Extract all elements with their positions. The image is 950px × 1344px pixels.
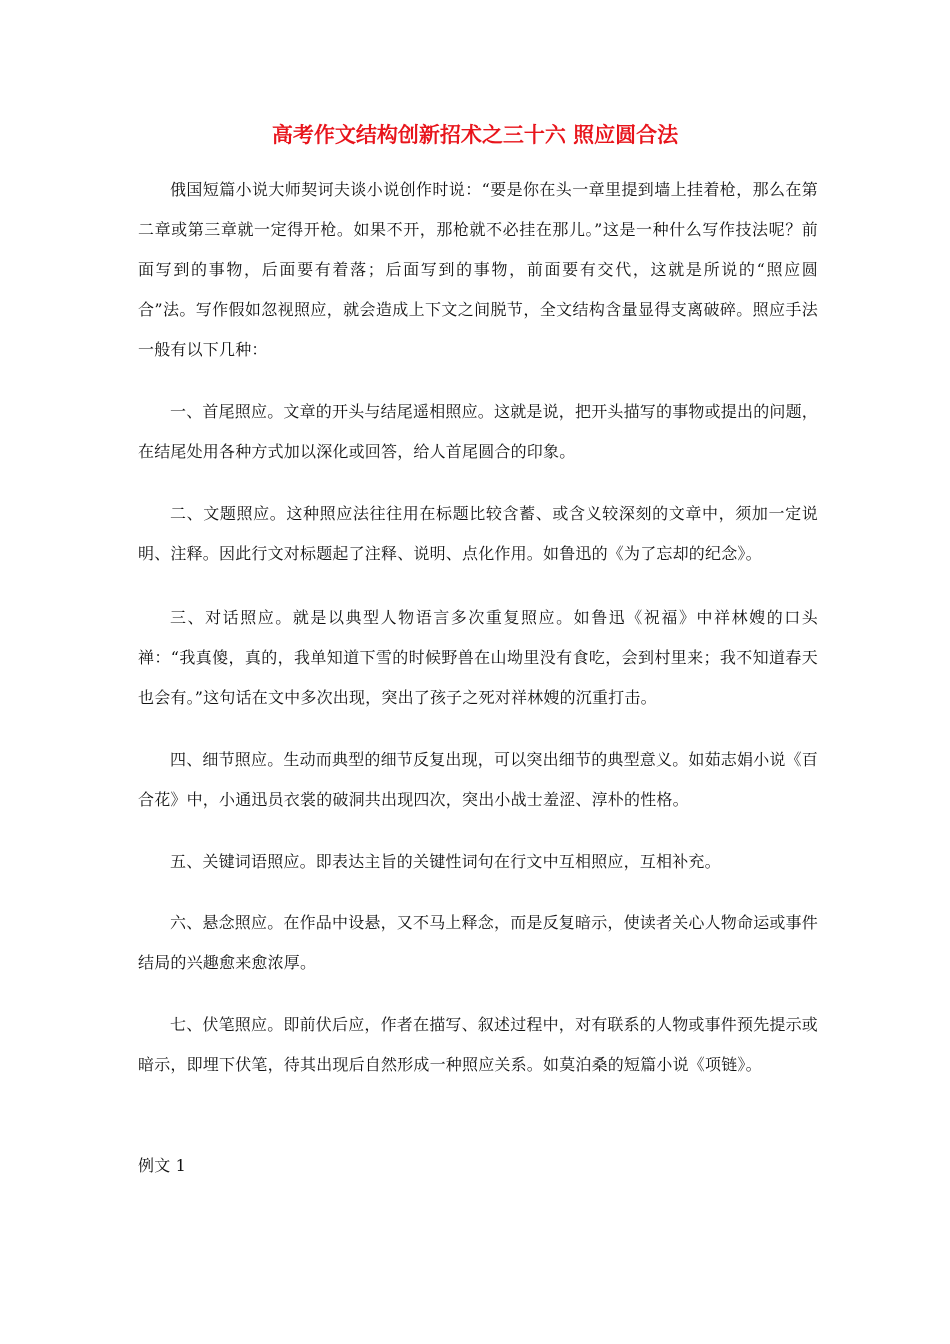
paragraph-dialogue-echo: 三、对话照应。就是以典型人物语言多次重复照应。如鲁迅《祝福》中祥林嫂的口头禅：“我真傻，真的，我单知道下雪的时候野兽在山坳里没有食吃，会到村里来；我不知道春天也会有。”这句话在文中多次出现，突出了孩子之死对祥林嫂的沉重打击。 (138, 608, 818, 707)
paragraph-foreshadow-echo: 七、伏笔照应。即前伏后应，作者在描写、叙述过程中，对有联系的人物或事件预先提示或暗示，即埋下伏笔，待其出现后自然形成一种照应关系。如莫泊桑的短篇小说《项链》。 (138, 1015, 819, 1074)
intro-paragraph: 俄国短篇小说大师契诃夫谈小说创作时说：“要是你在头一章里提到墙上挂着枪，那么在第二章或第三章就一定得开枪。如果不开，那枪就不必挂在那儿。”这是一种什么写作技法呢？前面写到的事物，后面要有着落；后面写到的事物，前面要有交代，这就是所说的“照应圆合”法。写作假如忽视照应，就会造成上下文之间脱节，全文结构含量显得支离破碎。照应手法一般有以下几种： (138, 180, 818, 359)
paragraph-title-echo: 二、文题照应。这种照应法往往用在标题比较含蓄、或含义较深刻的文章中，须加一定说明、注释。因此行文对标题起了注释、说明、点化作用。如鲁迅的《为了忘却的纪念》。 (138, 504, 818, 563)
example-label: 例文 1 (138, 1156, 187, 1175)
paragraph-detail-echo: 四、细节照应。生动而典型的细节反复出现，可以突出细节的典型意义。如茹志娟小说《百合花》中，小通迅员衣裳的破洞共出现四次，突出小战士羞涩、淳朴的性格。 (138, 750, 819, 809)
paragraph-suspense-echo: 六、悬念照应。在作品中设悬，又不马上释念，而是反复暗示，使读者关心人物命运或事件结局的兴趣愈来愈浓厚。 (138, 913, 819, 972)
document-title: 高考作文结构创新招术之三十六 照应圆合法 (271, 123, 679, 147)
paragraph-head-tail-echo: 一、首尾照应。文章的开头与结尾遥相照应。这就是说，把开头描写的事物或提出的问题，在结尾处用各种方式加以深化或回答，给人首尾圆合的印象。 (138, 402, 819, 461)
paragraph-keyword-echo: 五、关键词语照应。即表达主旨的关键性词句在行文中互相照应，互相补充。 (170, 852, 721, 871)
